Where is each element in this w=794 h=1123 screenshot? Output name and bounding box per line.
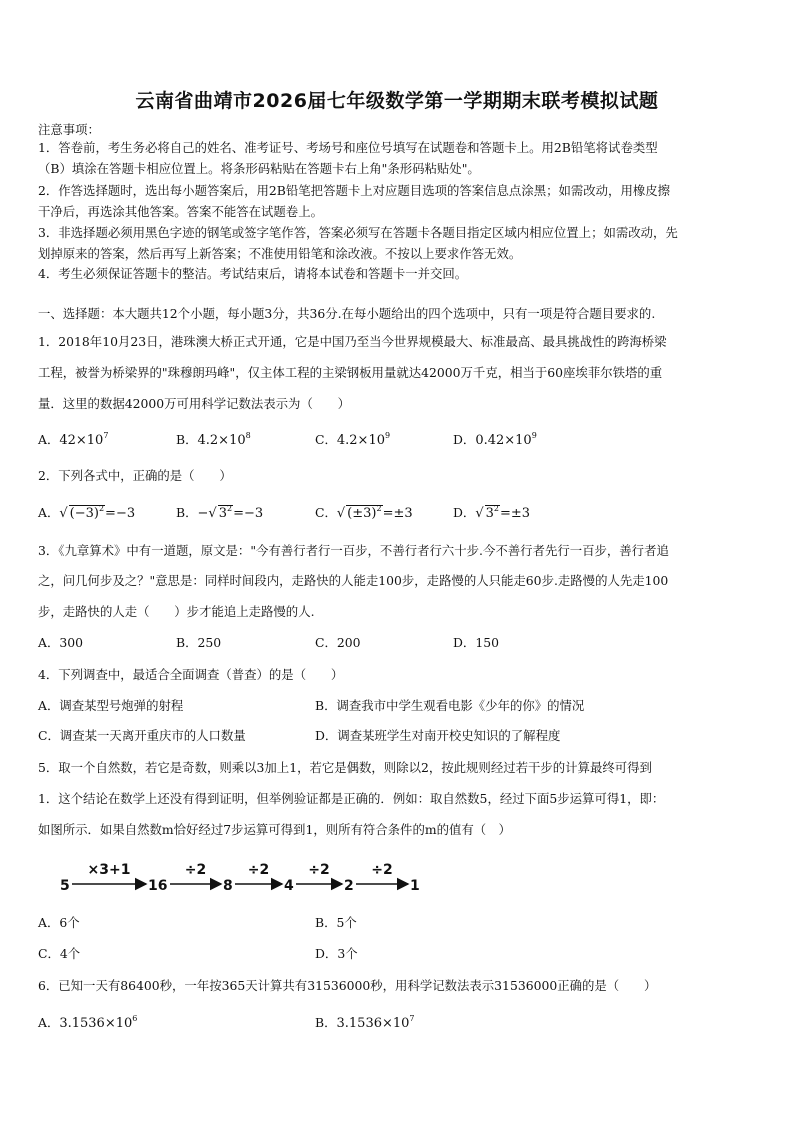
q5-option-d: D．3个 [315, 946, 358, 961]
q3-option-a: A．300 [38, 635, 83, 650]
q1-option-a: A．$42\times 10^7$ [38, 431, 109, 448]
q1-option-b: B．$4.2\times 10^8$ [176, 431, 251, 448]
flow-number: 1 [410, 878, 420, 894]
q2-option-a: A．√ $(-3)^2=-3$ [38, 504, 136, 521]
flow-operation-label: ×3+1 [87, 862, 131, 878]
q3-option-c: C．200 [315, 635, 361, 650]
q5-option-a: A．6个 [38, 915, 80, 930]
q2-option-c: C．√ $(\pm 3)^2=\pm 3$ [315, 504, 413, 521]
notes-line: 干净后，再选涂其他答案。答案不能答在试题卷上。 [38, 204, 323, 219]
flow-operation-label: ÷2 [371, 862, 393, 878]
flow-operation-label: ÷2 [308, 862, 330, 878]
q5-option-b: B．5个 [315, 915, 357, 930]
q4-option-a: A．调查某型号炮弹的射程 [38, 698, 184, 713]
notes-line: 1．答卷前，考生务必将自己的姓名、准考证号、考场号和座位号填写在试题卷和答题卡上。用2B铅笔将试卷类型 [38, 140, 658, 155]
notes-line: 4．考生必须保证答题卡的整洁。考试结束后，请将本试卷和答题卡一并交回。 [38, 266, 468, 281]
notes-line: （B）填涂在答题卡相应位置上。将条形码粘贴在答题卡右上角"条形码粘贴处"。 [38, 161, 480, 176]
notes-line: 2．作答选择题时，选出每小题答案后，用2B铅笔把答题卡上对应题目选项的答案信息点涂黑；如需改动，用橡皮擦 [38, 183, 671, 198]
q6-option-b: B．$3.1536\times 10^7$ [315, 1014, 415, 1031]
notes-heading: 注意事项： [38, 122, 100, 137]
q4-option-b: B．调查我市中学生观看电影《少年的你》的情况 [315, 698, 585, 713]
q4-option-d: D．调查某班学生对南开校史知识的了解程度 [315, 728, 561, 743]
flow-operation-label: ÷2 [247, 862, 270, 878]
q1-stem: 工程，被誉为桥梁界的"珠穆朗玛峰"，仅主体工程的主梁钢板用量就达42000万千克，相当于60座埃菲尔铁塔的重 [38, 365, 663, 380]
section-heading: 一、选择题：本大题共12个小题，每小题3分，共36分.在每小题给出的四个选项中，只有一项是符合题目要求的. [38, 306, 656, 321]
sqrt-symbol: √ [59, 506, 68, 521]
page-title: 云南省曲靖市2026届七年级数学第一学期期末联考模拟试题 [135, 90, 659, 112]
q3-option-b: B．250 [176, 635, 222, 650]
q3-stem: 之，问几何步及之？"意思是：同样时间段内，走路快的人能走100步，走路慢的人只能走60步.走路慢的人先走100 [38, 573, 669, 588]
q6-stem: 6．已知一天有86400秒，一年按365天计算共有31536000秒，用科学记数法表示31536000正确的是（ ） [38, 978, 657, 993]
q5-option-c: C．4个 [38, 946, 81, 961]
q5-stem: 1．这个结论在数学上还没有得到证明，但举例验证都是正确的．例如：取自然数5，经过下面5步运算可得1，即： [38, 791, 665, 806]
q5-stem: 如图所示．如果自然数m恰好经过7步运算可得到1，则所有符合条件的m的值有（ ） [38, 822, 511, 837]
q2-option-d: D．√ $3^2=\pm 3$ [453, 504, 531, 521]
q1-stem: 1．2018年10月23日，港珠澳大桥正式开通，它是中国乃至当今世界规模最大、标准最高、最具挑战性的跨海桥梁 [38, 334, 667, 349]
q3-option-d: D．150 [453, 635, 499, 650]
sqrt-symbol: √ [475, 506, 484, 521]
q6-option-a: A．$3.1536\times 10^6$ [38, 1014, 138, 1031]
q2-option-b: B．−√ $3^2=-3$ [176, 504, 264, 521]
q4-stem: 4．下列调查中，最适合全面调查（普查）的是（ ） [38, 667, 344, 682]
q3-stem: 步，走路快的人走（ ）步才能追上走路慢的人. [38, 604, 315, 619]
flow-number: 8 [223, 878, 233, 894]
sqrt-symbol: √ [336, 506, 346, 521]
notes-line: 划掉原来的答案，然后再写上新答案；不准使用铅笔和涂改液。不按以上要求作答无效。 [38, 246, 522, 261]
flow-number: 16 [148, 878, 168, 894]
q1-option-c: C．$4.2\times 10^9$ [315, 431, 391, 448]
flow-number: 2 [344, 878, 354, 894]
q1-stem: 量．这里的数据42000万可用科学记数法表示为（ ） [38, 396, 351, 411]
flow-number: 5 [60, 878, 70, 894]
q4-option-c: C．调查某一天离开重庆市的人口数量 [38, 728, 246, 743]
flow-number: 4 [284, 878, 294, 894]
sqrt-symbol: √ [208, 506, 217, 521]
collatz-flow-diagram [60, 860, 440, 896]
notes-line: 3．非选择题必须用黑色字迹的钢笔或签字笔作答，答案必须写在答题卡各题目指定区域内相应位置上；如需改动，先 [38, 225, 678, 240]
q5-stem: 5．取一个自然数，若它是奇数，则乘以3加上1，若它是偶数，则除以2，按此规则经过若干步的计算最终可得到 [38, 760, 652, 775]
flow-operation-label: ÷2 [184, 862, 207, 878]
q1-option-d: D．$0.42\times 10^9$ [453, 431, 537, 448]
q2-stem: 2．下列各式中，正确的是（ ） [38, 468, 232, 483]
q3-stem: 3．《九章算术》中有一道题，原文是："今有善行者行一百步，不善行者行六十步.今不善行者先行一百步，善行者追 [38, 543, 669, 558]
